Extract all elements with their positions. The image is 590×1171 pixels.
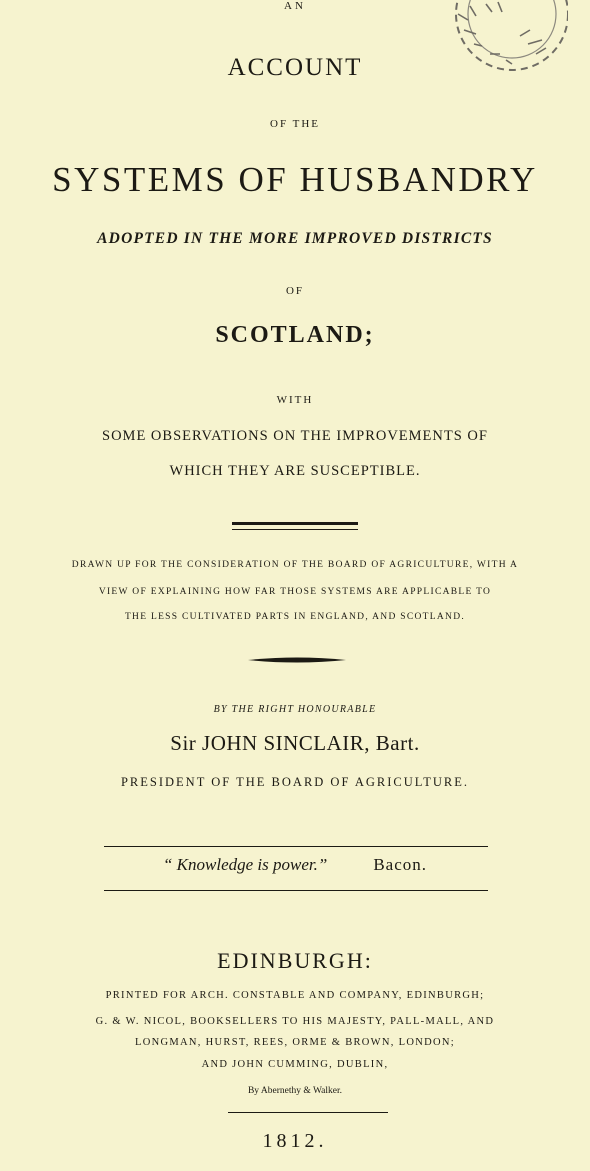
- author-title: PRESIDENT OF THE BOARD OF AGRICULTURE.: [120, 775, 470, 789]
- printed-for-line-4: AND JOHN CUMMING, DUBLIN,: [201, 1059, 389, 1070]
- drawn-up-line-3: THE LESS CULTIVATED PARTS IN ENGLAND, AND SCOTLAND.: [124, 612, 466, 622]
- subtitle-adopted: ADOPTED IN THE MORE IMPROVED DISTRICTS: [97, 230, 493, 247]
- author-name: Sir JOHN SINCLAIR, Bart.: [170, 731, 420, 755]
- motto-text: “ Knowledge is power.”: [162, 855, 328, 874]
- article-an: AN: [284, 0, 306, 12]
- printer-line: By Abernethy & Walker.: [247, 1086, 343, 1096]
- imprint-city: EDINBURGH:: [217, 948, 373, 973]
- motto-source: Bacon.: [373, 855, 428, 874]
- publication-year: 1812.: [262, 1130, 328, 1152]
- motto-bottom-rule: [104, 890, 488, 891]
- motto-top-rule: [104, 846, 488, 847]
- printed-for-line-1: PRINTED FOR ARCH. CONSTABLE AND COMPANY, EDINBURGH;: [105, 990, 485, 1001]
- printed-for-line-2: G. & W. NICOL, BOOKSELLERS TO HIS MAJESTY, PALL-MALL, AND: [95, 1016, 495, 1027]
- drawn-up-line-2: VIEW OF EXPLAINING HOW FAR THOSE SYSTEMS ARE APPLICABLE TO: [98, 587, 492, 597]
- heading-account: ACCOUNT: [227, 54, 363, 81]
- observations-line-1: SOME OBSERVATIONS ON THE IMPROVEMENTS OF: [102, 428, 488, 444]
- main-title: SYSTEMS OF HUSBANDRY: [52, 160, 538, 199]
- heading-scotland: SCOTLAND;: [215, 322, 375, 348]
- observations-line-2: WHICH THEY ARE SUSCEPTIBLE.: [169, 463, 421, 479]
- connector-of: OF: [285, 285, 305, 297]
- ornamental-rule: [248, 656, 346, 664]
- by-line: BY THE RIGHT HONOURABLE: [213, 704, 377, 715]
- motto: [0, 855, 590, 875]
- printed-for-line-3: LONGMAN, HURST, REES, ORME & BROWN, LONDON;: [135, 1037, 455, 1048]
- drawn-up-line-1: DRAWN UP FOR THE CONSIDERATION OF THE BOARD OF AGRICULTURE, WITH A: [71, 560, 519, 570]
- connector-of-the: OF THE: [270, 118, 320, 130]
- connector-with: WITH: [276, 394, 314, 406]
- imprint-rule: [228, 1112, 388, 1113]
